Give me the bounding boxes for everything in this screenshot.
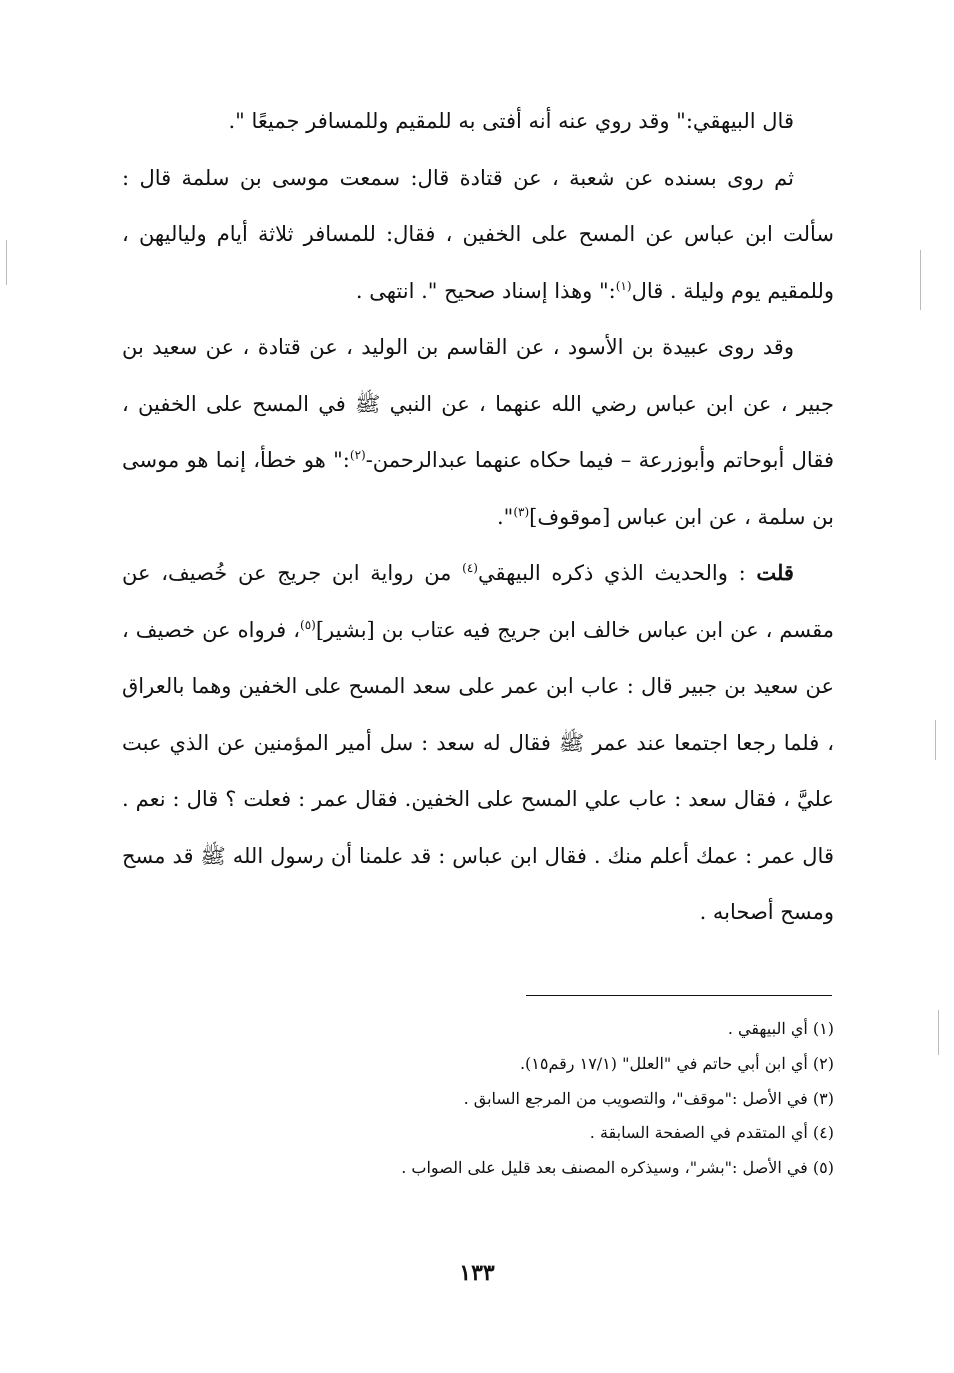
paragraph-2	[122, 150, 834, 320]
footnotes	[300, 1012, 834, 1186]
footnote-3: (٣) في الأصل :"موقف"، والتصويب من المرجع السابق .	[463, 1088, 834, 1108]
footnote-4: (٤) أي المتقدم في الصفحة السابقة .	[589, 1123, 834, 1143]
paragraph-1	[122, 93, 834, 150]
paragraph-4-c: ، فرواه عن خصيف ، عن سعيد بن جبير قال : عاب ابن عمر على سعد المسح على الخفين وهما بالعراق ، فلما رجعا اجتمعا عند عمر ﷺ فقال له سعد : سل أمير المؤمنين عن الذي عبت عليَّ ، فقال سعد : عاب علي المسح على الخفين. فقال عمر : فعلت ؟ قال : نعم . قال عمر : عمك أعلم منك . فقال ابن عباس : قد علمنا أن رسول الله ﷺ قد مسح ومسح أصحابه .	[122, 617, 834, 924]
paragraph-3-text: وقد روى عبيدة بن الأسود ، عن القاسم بن الوليد ، عن قتادة ، عن سعيد بن جبير ، عن ابن عباس رضي الله عنهما ، عن النبي ﷺ في المسح على الخفين ، فقال أبوحاتم وأبوزرعة – فيما حكاه عنهما عبدالرحمن-	[122, 335, 834, 472]
footnote-ref-5: (٥)	[300, 617, 316, 632]
paragraph-4-b: من رواية ابن جريج عن خُصيف، عن مقسم ، عن ابن عباس خالف ابن جريج فيه عتاب بن [بشير]	[122, 561, 834, 642]
paragraph-3-end: ".	[497, 504, 514, 529]
footnote-ref-4: (٤)	[462, 561, 478, 575]
scan-edge-mark	[938, 1010, 939, 1055]
paragraph-2-end: :" وهذا إسناد صحيح ". انتهى .	[355, 278, 616, 303]
paragraph-4-a: : والحديث الذي ذكره البيهقي	[477, 561, 757, 585]
main-text	[122, 93, 834, 941]
footnote-1: (١) أي البيهقي .	[727, 1019, 834, 1038]
footnote-2: (٢) أي ابن أبي حاتم في "العلل" (١٧/١ رقم١٥).	[519, 1053, 834, 1073]
paragraph-4	[122, 545, 834, 941]
scan-edge-mark	[6, 240, 7, 285]
footnote-5: (٥) في الأصل :"بشر"، وسيذكره المصنف بعد قليل على الصواب .	[401, 1158, 834, 1178]
paragraph-3-mid: :" هو خطأ، إنما هو موسى بن سلمة ، عن ابن عباس [موقوف]	[122, 448, 834, 529]
qultu-lead-word: قلت	[756, 560, 794, 585]
paragraph-2-text: ثم روى بسنده عن شعبة ، عن قتادة قال: سمعت موسى بن سلمة قال : سألت ابن عباس عن المسح على الخفين ، فقال: للمسافر ثلاثة أيام ولياليهن ، وللمقيم يوم وليلة . قال	[122, 165, 834, 303]
page-number: ١٣٣	[459, 1260, 495, 1286]
footnote-ref-2: (٢)	[349, 448, 366, 462]
scan-edge-mark	[935, 720, 936, 760]
paragraph-1-text: قال البيهقي:" وقد روي عنه أنه أفتى به للمقيم وللمسافر جميعًا ".	[228, 109, 794, 133]
paragraph-3	[122, 319, 834, 545]
footnote-ref-1: (١)	[615, 278, 632, 293]
footnote-divider	[526, 995, 832, 996]
footnote-ref-3: (٣)	[513, 504, 530, 519]
scan-edge-mark	[920, 250, 921, 310]
